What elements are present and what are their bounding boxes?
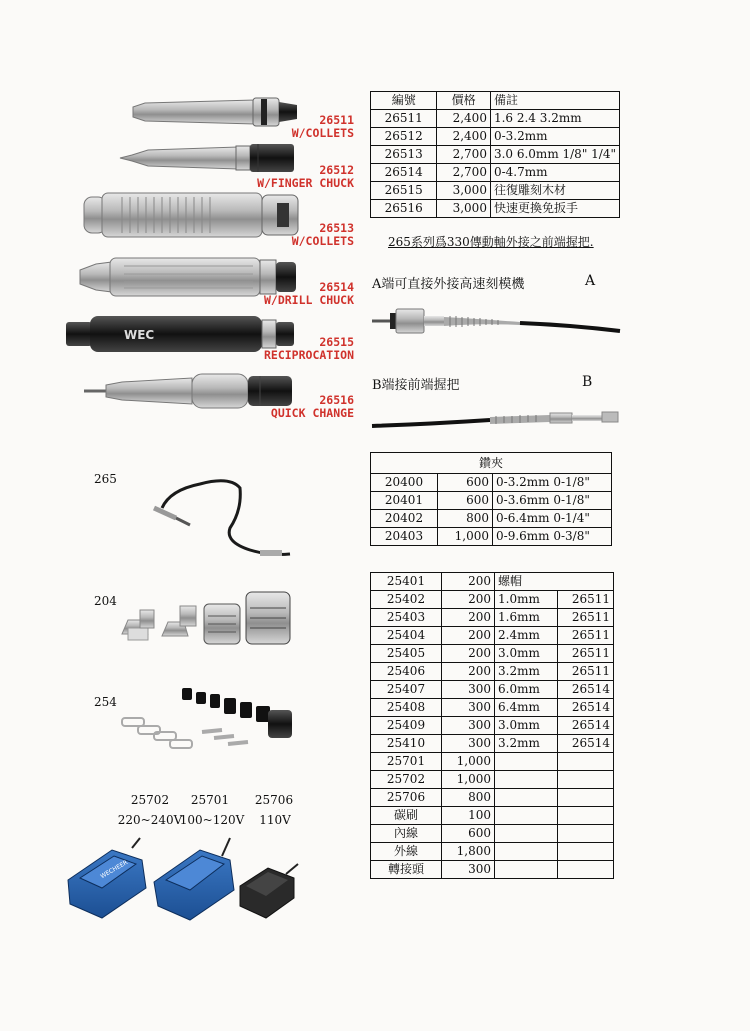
- table-row: [371, 164, 620, 182]
- cell-model: [558, 753, 614, 771]
- cell-size: 6.0mm: [495, 681, 558, 699]
- pedal-brand-text: WECHEER: [99, 859, 130, 881]
- cell-model: [558, 843, 614, 861]
- table1-note: 265系列爲330傳動軸外接之前端握把.: [388, 235, 594, 249]
- table-row: [371, 681, 614, 699]
- cell-code: 25406: [371, 663, 442, 681]
- cell-note: 0-6.4mm 0-1/4": [493, 510, 612, 528]
- table2-header: 鑽夾: [371, 453, 612, 474]
- handpiece-code: 26515: [319, 335, 354, 349]
- handpiece-desc: RECIPROCATION: [263, 348, 354, 362]
- handpiece-desc: QUICK CHANGE: [270, 406, 354, 420]
- cell-note: 1.6 2.4 3.2mm: [490, 110, 619, 128]
- cell-price: 1,000: [438, 528, 493, 546]
- cell-price: 1,000: [442, 771, 495, 789]
- cell-price: 200: [442, 627, 495, 645]
- col-header: 備註: [490, 92, 619, 110]
- handpiece-26512-label: [220, 164, 354, 190]
- table-row: [371, 645, 614, 663]
- cable-b-text: B端接前端握把: [372, 378, 460, 393]
- pedal-25702-voltage: 220~240V: [117, 813, 183, 827]
- handpiece-26514-label: [220, 281, 354, 307]
- cable-a-text: A端可直接外接高速刻模機: [372, 277, 525, 292]
- flex-shaft-cable-a-image: [370, 305, 622, 339]
- cell-code: 25702: [371, 771, 442, 789]
- cell-code: 25701: [371, 753, 442, 771]
- cell-price: 1,000: [442, 753, 495, 771]
- table-row: [371, 510, 612, 528]
- cell-size: 6.4mm: [495, 699, 558, 717]
- pedal-25706-code: 25706: [254, 793, 294, 807]
- cell-size: [495, 843, 558, 861]
- table-row: [371, 771, 614, 789]
- cell-model: [558, 771, 614, 789]
- cell-price: 200: [442, 573, 495, 591]
- table-row: [371, 492, 612, 510]
- cell-model: 26511: [558, 663, 614, 681]
- table-row: [371, 717, 614, 735]
- cell-code: 25706: [371, 789, 442, 807]
- table-header-row: [371, 453, 612, 474]
- cable-a-letter: A: [585, 273, 596, 289]
- cable-b-letter: B: [582, 374, 593, 390]
- chuck-set-label: 204: [94, 594, 117, 608]
- table-row: [371, 573, 614, 591]
- cell-model: 26511: [558, 627, 614, 645]
- cell-code: 20402: [371, 510, 438, 528]
- cell-note: 0-3.6mm 0-1/8": [493, 492, 612, 510]
- cell-price: 300: [442, 735, 495, 753]
- cell-price: 800: [438, 510, 493, 528]
- col-header: 價格: [437, 92, 491, 110]
- cell-code: 26516: [371, 200, 437, 218]
- cell-code: 26513: [371, 146, 437, 164]
- cell-code: 20400: [371, 474, 438, 492]
- cell-model: [558, 861, 614, 879]
- cell-size: [495, 825, 558, 843]
- cell-model: [558, 825, 614, 843]
- cell-code: 26512: [371, 128, 437, 146]
- handpiece-26516-label: [220, 394, 354, 420]
- cell-model: 26511: [558, 609, 614, 627]
- handpiece-desc: W/FINGER CHUCK: [257, 176, 354, 190]
- table-row: [371, 110, 620, 128]
- cell-size: 3.0mm: [495, 645, 558, 663]
- cell-code: 25401: [371, 573, 442, 591]
- cell-size: [495, 861, 558, 879]
- cell-price: 200: [442, 591, 495, 609]
- collet-set-label: 254: [94, 695, 117, 709]
- flex-shaft-cable-b-image: [370, 402, 620, 432]
- cell-code: 20401: [371, 492, 438, 510]
- cell-code: 25404: [371, 627, 442, 645]
- flex-shaft-label: 265: [94, 472, 117, 486]
- cell-size: 3.0mm: [495, 717, 558, 735]
- table-row: [371, 200, 620, 218]
- cell-size: [495, 789, 558, 807]
- cell-price: 300: [442, 699, 495, 717]
- cell-code: 25410: [371, 735, 442, 753]
- table-row: [371, 843, 614, 861]
- cell-code: 25403: [371, 609, 442, 627]
- cell-code: 25405: [371, 645, 442, 663]
- cell-price: 2,700: [437, 164, 491, 182]
- cell-price: 200: [442, 609, 495, 627]
- table-row: [371, 609, 614, 627]
- cell-price: 200: [442, 663, 495, 681]
- pedal-25701-code: 25701: [190, 793, 230, 807]
- cell-price: 600: [438, 492, 493, 510]
- col-header: 編號: [371, 92, 437, 110]
- collet-set-image: [118, 684, 300, 754]
- cell-code: 外線: [371, 843, 442, 861]
- table-row: [371, 753, 614, 771]
- chuck-set-image: [118, 582, 298, 650]
- handpiece-desc: W/DRILL CHUCK: [263, 293, 354, 307]
- cell-code: 26514: [371, 164, 437, 182]
- table3-header: 螺帽: [495, 573, 614, 591]
- cell-size: 1.0mm: [495, 591, 558, 609]
- cell-code: 20403: [371, 528, 438, 546]
- cell-model: [558, 807, 614, 825]
- cell-code: 25407: [371, 681, 442, 699]
- table-row: [371, 182, 620, 200]
- cell-size: 3.2mm: [495, 663, 558, 681]
- table-row: [371, 146, 620, 164]
- cell-note: 快速更換免扳手: [490, 200, 619, 218]
- cell-code: 25409: [371, 717, 442, 735]
- table-row: [371, 627, 614, 645]
- nut-price-table: [370, 572, 614, 879]
- table-row: [371, 807, 614, 825]
- pedal-25706-voltage: 110V: [259, 813, 291, 827]
- cell-model: 26514: [558, 735, 614, 753]
- cell-size: 1.6mm: [495, 609, 558, 627]
- handpiece-26513-label: [240, 222, 354, 248]
- cell-code: 25408: [371, 699, 442, 717]
- cell-price: 600: [438, 474, 493, 492]
- handpiece-code: 26514: [319, 280, 354, 294]
- cell-price: 2,700: [437, 146, 491, 164]
- cell-model: 26511: [558, 591, 614, 609]
- chuck-price-table: [370, 452, 612, 546]
- handpiece-desc: W/COLLETS: [291, 126, 354, 140]
- cell-note: 0-3.2mm 0-1/8": [493, 474, 612, 492]
- cell-size: [495, 753, 558, 771]
- cell-size: [495, 771, 558, 789]
- cell-size: [495, 807, 558, 825]
- cell-note: 0-4.7mm: [490, 164, 619, 182]
- cell-price: 800: [442, 789, 495, 807]
- cell-price: 300: [442, 861, 495, 879]
- svg-text:WEC: WEC: [124, 328, 155, 342]
- cell-price: 600: [442, 825, 495, 843]
- table-row: [371, 861, 614, 879]
- table-row: [371, 591, 614, 609]
- table-row: [371, 735, 614, 753]
- cell-price: 200: [442, 645, 495, 663]
- handpiece-code: 26516: [319, 393, 354, 407]
- pedal-25701-voltage: 100~120V: [179, 813, 245, 827]
- handpiece-price-table: [370, 91, 620, 218]
- cell-model: 26511: [558, 645, 614, 663]
- cell-price: 2,400: [437, 128, 491, 146]
- cell-note: 0-9.6mm 0-3/8": [493, 528, 612, 546]
- handpiece-code: 26511: [319, 113, 354, 127]
- cell-size: 2.4mm: [495, 627, 558, 645]
- cell-price: 2,400: [437, 110, 491, 128]
- table-row: [371, 128, 620, 146]
- cell-code: 轉接頭: [371, 861, 442, 879]
- handpiece-code: 26513: [319, 221, 354, 235]
- handpiece-desc: W/COLLETS: [291, 234, 354, 248]
- flex-shaft-image: [150, 470, 300, 562]
- cell-price: 3,000: [437, 182, 491, 200]
- cell-code: 26511: [371, 110, 437, 128]
- handpiece-26511-label: [240, 114, 354, 140]
- cell-model: 26514: [558, 717, 614, 735]
- foot-pedals-image: [62, 834, 302, 924]
- table-row: [371, 528, 612, 546]
- cell-model: 26514: [558, 681, 614, 699]
- cell-code: 26515: [371, 182, 437, 200]
- cell-note: 往復雕刻木材: [490, 182, 619, 200]
- cell-note: 3.0 6.0mm 1/8" 1/4": [490, 146, 619, 164]
- table-header-row: [371, 92, 620, 110]
- cell-model: [558, 789, 614, 807]
- cell-price: 300: [442, 681, 495, 699]
- table-row: [371, 474, 612, 492]
- table-row: [371, 699, 614, 717]
- cell-note: 0-3.2mm: [490, 128, 619, 146]
- table-row: [371, 789, 614, 807]
- handpiece-code: 26512: [319, 163, 354, 177]
- handpiece-26515-label: [220, 336, 354, 362]
- cell-code: 碳刷: [371, 807, 442, 825]
- cell-code: 內線: [371, 825, 442, 843]
- pedal-25702-code: 25702: [130, 793, 170, 807]
- table-row: [371, 825, 614, 843]
- cell-price: 1,800: [442, 843, 495, 861]
- cell-size: 3.2mm: [495, 735, 558, 753]
- table-row: [371, 663, 614, 681]
- cell-model: 26514: [558, 699, 614, 717]
- cell-code: 25402: [371, 591, 442, 609]
- cell-price: 300: [442, 717, 495, 735]
- cell-price: 3,000: [437, 200, 491, 218]
- cell-price: 100: [442, 807, 495, 825]
